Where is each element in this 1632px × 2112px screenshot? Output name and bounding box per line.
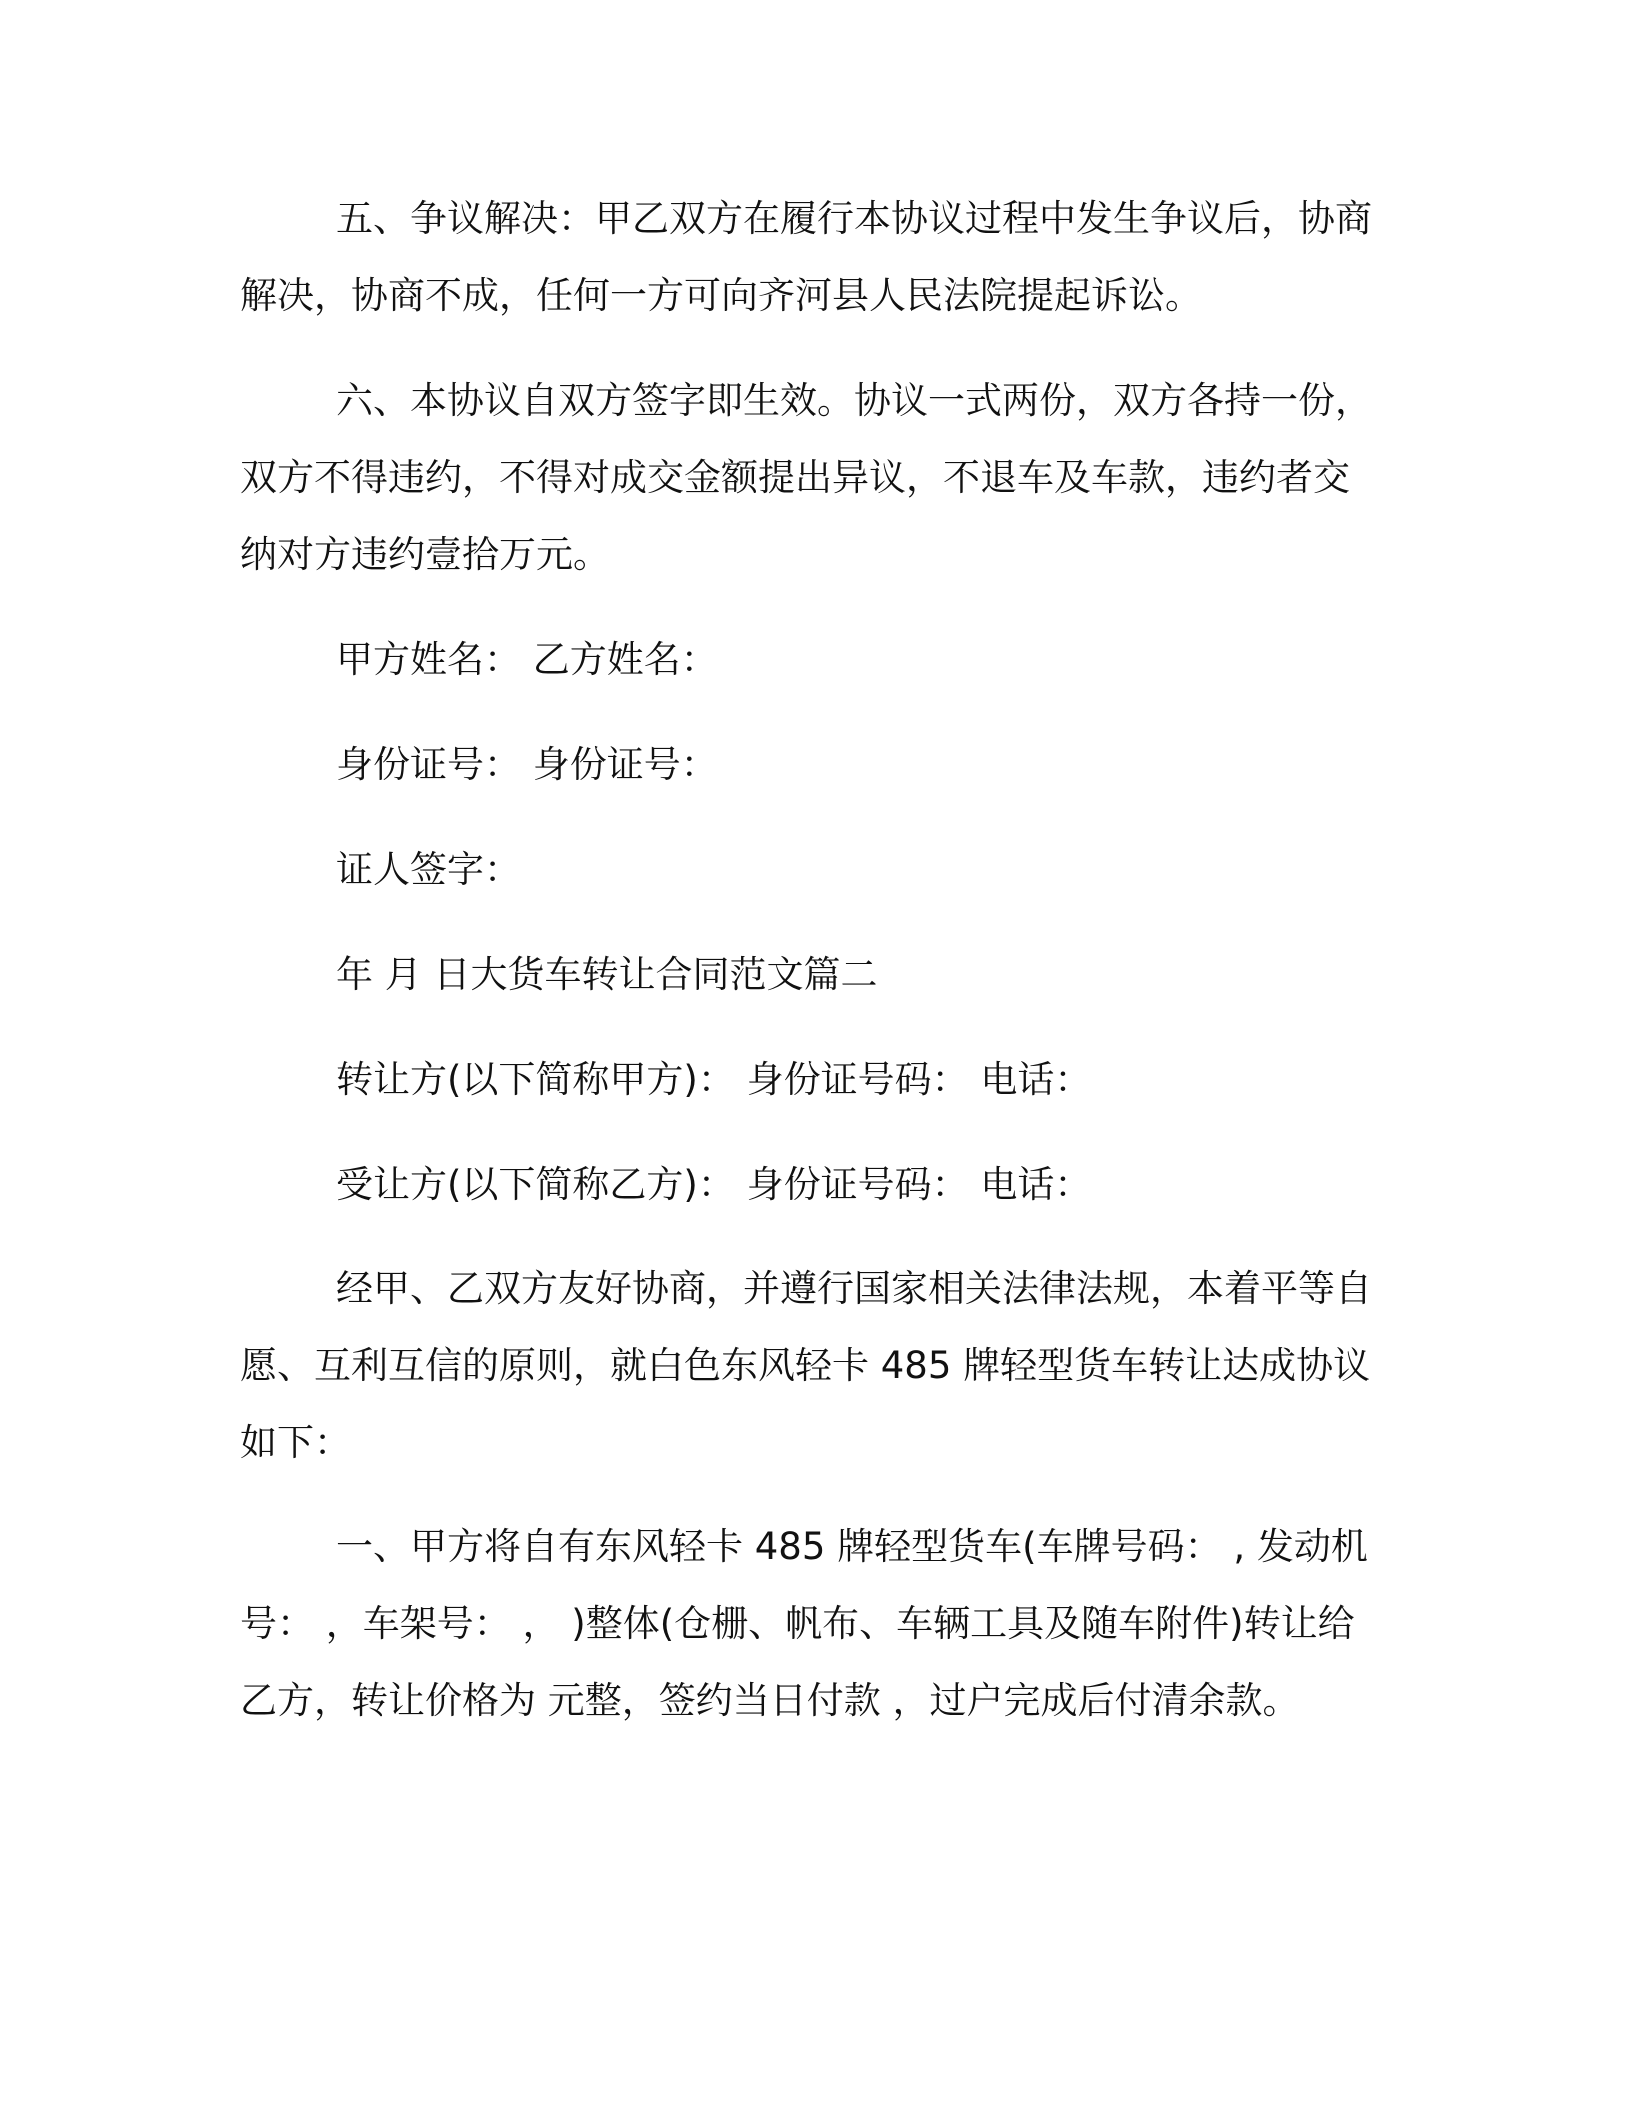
party-names-line: 甲方姓名： 乙方姓名： <box>336 638 718 681</box>
clause-five-dispute-resolution: 五、争议解决：甲乙双方在履行本协议过程中发生争议后，协商解决，协商不成，任何一方可向齐河县人民法院提起诉讼。 <box>240 197 1372 317</box>
clause-one-transfer-terms: 一、甲方将自有东风轻卡 485 牌轻型货车(车牌号码： , 发动机号： ，车架号： ， )整体(仓栅、帆布、车辆工具及随车附件)转让给乙方，转让价格为 元整，签约当日付款 ，过户完成后付清余款。 <box>240 1525 1368 1722</box>
transferee-line: 受让方(以下简称乙方)： 身份证号码： 电话： <box>336 1163 1092 1206</box>
witness-signature-line: 证人签字： <box>336 848 521 891</box>
clause-six-effectiveness: 六、本协议自双方签字即生效。协议一式两份，双方各持一份，双方不得违约，不得对成交金额提出异议，不退车及车款，违约者交纳对方违约壹拾万元。 <box>240 379 1372 576</box>
document-body <box>240 180 1380 1739</box>
id-numbers-line: 身份证号： 身份证号： <box>336 743 718 786</box>
date-and-section-title: 年 月 日大货车转让合同范文篇二 <box>336 953 878 996</box>
agreement-preamble: 经甲、乙双方友好协商，并遵行国家相关法律法规，本着平等自愿、互利互信的原则，就白色东风轻卡 485 牌轻型货车转让达成协议如下： <box>240 1267 1372 1464</box>
transferor-line: 转让方(以下简称甲方)： 身份证号码： 电话： <box>336 1058 1092 1101</box>
